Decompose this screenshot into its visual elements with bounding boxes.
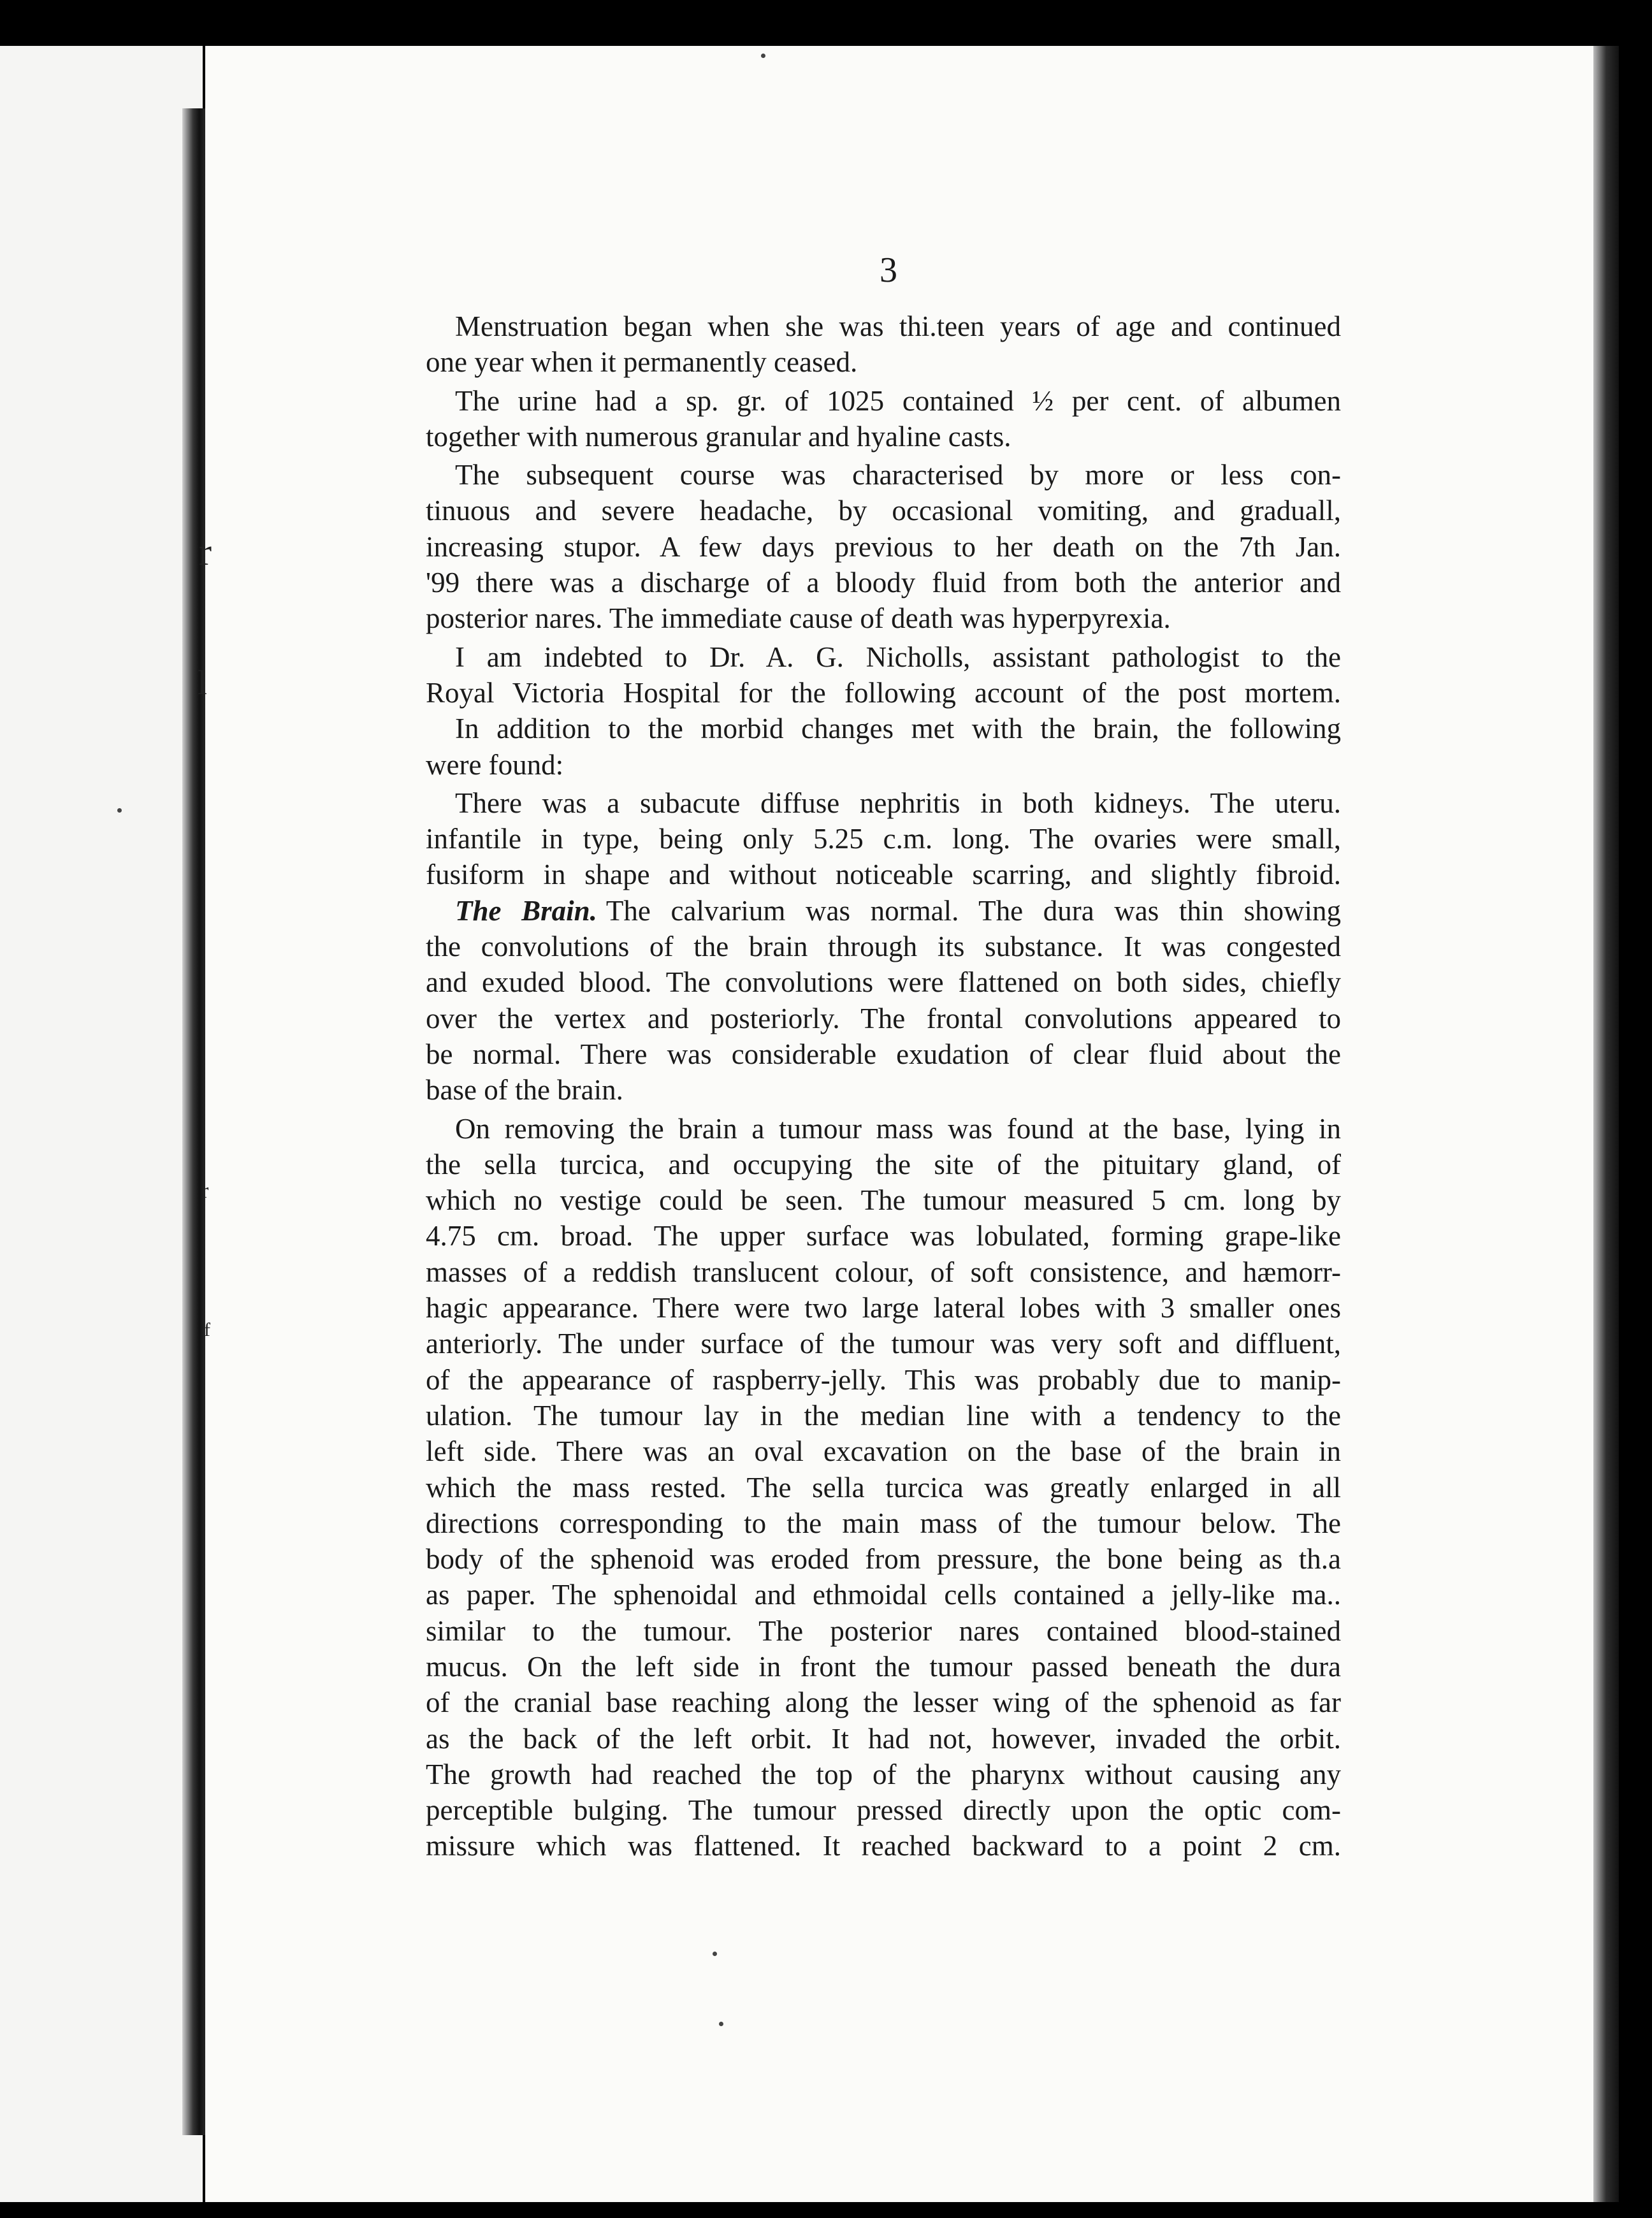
page-right-edge-shadow	[1593, 46, 1619, 2205]
text-line: posterior nares. The immediate cause of death was hyperpyrexia.	[426, 602, 1171, 635]
scan-speck	[117, 808, 122, 813]
paragraph-morbid-changes	[426, 711, 1341, 783]
text-line: mucus. On the left side in front the tumour passed beneath the dura	[426, 1650, 1341, 1683]
text-line: as the back of the left orbit. It had not, however, invaded the orbit.	[426, 1722, 1341, 1755]
text-line: I am indebted to Dr. A. G. Nicholls, assistant pathologist to the	[455, 641, 1341, 673]
text-line: masses of a reddish translucent colour, of soft consistence, and hæmorr-	[426, 1256, 1341, 1288]
scan-speck	[713, 1952, 717, 1956]
paragraph-the-brain	[426, 893, 1341, 1108]
text-line-rest: The calvarium was normal. The dura was thin showing	[605, 894, 1342, 927]
paragraph-course	[426, 457, 1341, 636]
text-line: increasing stupor. A few days previous to her death on the 7th Jan.	[426, 530, 1341, 563]
text-line: The urine had a sp. gr. of 1025 contained ½ per cent. of albumen	[455, 384, 1341, 417]
facing-page-edge	[0, 46, 203, 2205]
text-line: body of the sphenoid was eroded from pressure, the bone being as th.a	[426, 1543, 1341, 1576]
text-line: which the mass rested. The sella turcica was greatly enlarged in all	[426, 1471, 1341, 1504]
text-line: perceptible bulging. The tumour pressed directly upon the optic com-	[426, 1794, 1341, 1827]
text-line: directions corresponding to the main mass of the tumour below. The	[426, 1507, 1341, 1539]
scan-top-border	[0, 0, 1652, 51]
text-line: the sella turcica, and occupying the site of the pituitary gland, of	[426, 1148, 1341, 1180]
scan-right-border	[1619, 0, 1652, 2218]
text-line: over the vertex and posteriorly. The frontal convolutions appeared to	[426, 1002, 1341, 1034]
paragraph-kidneys	[426, 785, 1341, 893]
paragraph-acknowledgement	[426, 639, 1341, 711]
paragraph-menstruation	[426, 308, 1341, 381]
scan-bottom-border	[0, 2202, 1652, 2218]
text-line: together with numerous granular and hyaline casts.	[426, 420, 1011, 453]
text-line: similar to the tumour. The posterior nares contained blood-stained	[426, 1614, 1341, 1647]
margin-mark: r	[199, 531, 212, 573]
paragraph-urine	[426, 383, 1341, 455]
body-text	[426, 308, 1341, 1864]
text-line: infantile in type, being only 5.25 c.m. long. The ovaries were small,	[426, 823, 1341, 855]
text-line: In addition to the morbid changes met with the brain, the following	[455, 713, 1341, 745]
margin-mark: f	[204, 1319, 210, 1340]
book-gutter-shadow	[182, 108, 207, 2135]
margin-mark: l	[198, 663, 208, 702]
text-line: left side. There was an oval excavation on the base of the brain in	[426, 1435, 1341, 1468]
text-line: of the appearance of raspberry-jelly. This was probably due to manip-	[426, 1363, 1341, 1396]
text-line: ulation. The tumour lay in the median line with a tendency to the	[426, 1399, 1341, 1432]
text-line: of the cranial base reaching along the lesser wing of the sphenoid as far	[426, 1686, 1341, 1719]
text-line: '99 there was a discharge of a bloody fluid from both the anterior and	[426, 567, 1341, 599]
text-line: be normal. There was considerable exudation of clear fluid about the	[426, 1038, 1341, 1070]
text-line: hagic appearance. There were two large lateral lobes with 3 smaller ones	[426, 1292, 1341, 1324]
text-line: which no vestige could be seen. The tumour measured 5 cm. long by	[426, 1184, 1341, 1217]
scan-speck	[761, 54, 765, 58]
text-line: one year when it permanently ceased.	[426, 346, 858, 379]
text-line: On removing the brain a tumour mass was found at the base, lying in	[455, 1112, 1341, 1145]
text-line: The subsequent course was characterised by more or less con-	[455, 459, 1341, 491]
text-line: the convolutions of the brain through its substance. It was congested	[426, 931, 1341, 963]
text-line: base of the brain.	[426, 1074, 623, 1106]
text-line: anteriorly. The under surface of the tumour was very soft and diffluent,	[426, 1328, 1341, 1360]
text-line: fusiform in shape and without noticeable scarring, and slightly fibroid.	[426, 859, 1341, 891]
text-line: missure which was flattened. It reached backward to a point 2 cm.	[426, 1830, 1341, 1862]
text-line: as paper. The sphenoidal and ethmoidal cells contained a jelly-like ma..	[426, 1579, 1341, 1611]
text-line: The growth had reached the top of the pharynx without causing any	[426, 1758, 1341, 1790]
text-line: 4.75 cm. broad. The upper surface was lobulated, forming grape-like	[426, 1220, 1341, 1252]
text-line: There was a subacute diffuse nephritis in both kidneys. The uteru.	[455, 786, 1341, 819]
margin-mark: r	[201, 1179, 209, 1203]
page-number: 3	[880, 250, 897, 290]
text-line: Royal Victoria Hospital for the following account of the post mortem.	[426, 676, 1341, 709]
text-line	[426, 893, 1341, 929]
text-line: tinuous and severe headache, by occasional vomiting, and graduall,	[426, 495, 1341, 527]
text-line: and exuded blood. The convolutions were flattened on both sides, chiefly	[426, 966, 1341, 999]
text-line: were found:	[426, 748, 564, 781]
scan-speck	[719, 2022, 723, 2026]
text-line: Menstruation began when she was thi.teen years of age and continued	[455, 310, 1341, 342]
brain-heading: The Brain.	[455, 894, 597, 927]
paragraph-tumour	[426, 1111, 1341, 1864]
